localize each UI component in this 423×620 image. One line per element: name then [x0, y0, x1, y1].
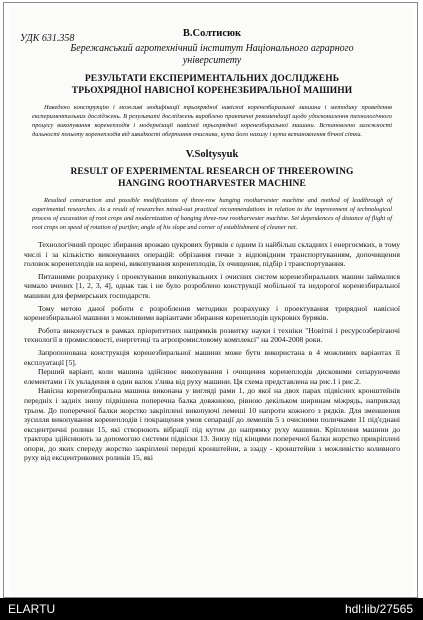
- abstract-ua: Наведено конструкцію і можливі модифікації трьохрядної навісної коренезбиральної машини і методику проведення експериментальних досліджень. В результаті досліджень вироблено практичні рекомендації щодо удосконалення технологічного процесу викопування коренеплодів і модернізації навісної трьохрядної коренезбиральної машини. Встановлено залежності дальності польоту коренеплодів від швидкості обертання очисника, кута його нахилу і кута встановлення бічної сітки.: [32, 104, 392, 138]
- article-content: [24, 28, 400, 463]
- title-en-line: HANGING ROOTHARVESTER MACHINE: [118, 179, 306, 189]
- footer-bar: [0, 598, 423, 620]
- document-page: [10, 6, 413, 596]
- body-paragraph: Технологічний процес збирання врожаю цукрових буряків є одним із найбільш складних і енергоємких, в тому числі і за кількістю виконуваних операцій: обрізання гички з відповідним транспортуванням, допочищення головок коренеплодів на корені, викопування коренеплодів, їх очищення, підбір і транспортування.: [24, 240, 400, 269]
- article-body: [24, 240, 400, 463]
- title-ua: [24, 73, 400, 97]
- title-ua-line: ТРЬОХРЯДНОЇ НАВІСНОЇ КОРЕНЕЗБИРАЛЬНОЇ МАШИНИ: [71, 86, 353, 96]
- title-en: [24, 166, 400, 190]
- institution-ua: Бережанський агротехнічний інститут Національного аграрного університету: [70, 43, 354, 66]
- abstract-en: Resulted construction and possible modifications of three-row hanging rootharvester machine and method of leadthrough of experimental researches. As a result of researches mined-out practical recommendations in relation to the improvement of technological process of excavation of root crops and modernization of hanging three-row rootharvester machine. Set dependences of distance of flight of root crops on speed of rotation of purifier, angle of his slope and corner of establishment of cleaner net.: [32, 197, 392, 231]
- body-paragraph: Перший варіант, коли машина здійснює викопування і очищення коренеплодів дисковими сепаруючими елементами і їх укладення в один валок з'лива від руху машини. Ця схема представлена на рис.1 і рис.2.: [24, 367, 400, 386]
- body-paragraph: Навісна коренезбиральна машина виконана у вигляді рами 1, до якої на двох парах підвісних кронштейнів передніх і задніх знизу підвішена поперечна балка довжиною, рівною декільком ширинам міжрядь, наприклад трьом. До поперечної балки жорстко закріплені викопуючі лемеші 10 напроти кожного з рядків. Для зменшення зусилля викопування коренеплодів і покращення умов сепарації до лемешів 5 з очисними поличками 11 під'єднані ексцентричні ролики 15, які створюють вібрації під кутом до напрямку руху машини. Кріплення машини до трактора здійснюють за допомогою системи підвіски 13. Знизу під кінцями поперечної балки жорстко прикріплені опори, до яких спереду жорстко закріплені передні кронштейни, а ззаду - кронштейни з можливістю коливного руху від ексцентрикових роликів 15, які: [24, 386, 400, 463]
- body-paragraph: Робота виконується в рамках пріоритетних напрямків розвитку науки і техніки "Новітні і ресурсозберігаючі технології в промисловості, енергетиці та агропромисловому комплексі" на 2004-2008 роки.: [24, 325, 400, 345]
- footer-repository-label: ELARTU: [8, 602, 56, 616]
- title-ua-line: РЕЗУЛЬТАТИ ЕКСПЕРИМЕНТАЛЬНИХ ДОСЛІДЖЕНЬ: [84, 74, 340, 84]
- footer-handle-link[interactable]: hdl:lib/27565: [344, 602, 413, 616]
- author-ua: В.Солтисюк: [182, 28, 242, 39]
- body-paragraph: Тому метою даної роботи є розроблення методики розрахунку і проектування трирядної навісної коренезбиральної машини з можливими варіантами збирання коренеплодів цукрових буряків.: [24, 303, 400, 323]
- body-paragraph: Питаннями розрахунку і проектування викопувальних і очисних систем коренезбиральних машин займалися чимало вчених [1, 2, 3, 4], однак так і не було розроблено конструкції мобільної та недорогої коренезбиральної машини для фермерських господарств.: [24, 271, 400, 300]
- author-en: V.Soltysyuk: [185, 149, 239, 160]
- title-en-line: RESULT OF EXPERIMENTAL RESEARCH OF THREEROWING: [70, 167, 354, 177]
- udk-code: УДК 631.358: [20, 33, 75, 44]
- body-paragraph: Запропонована конструкція коренезбиральної машини може бути використана в 4 можливих варіантах її експлуатації [5].: [24, 347, 400, 367]
